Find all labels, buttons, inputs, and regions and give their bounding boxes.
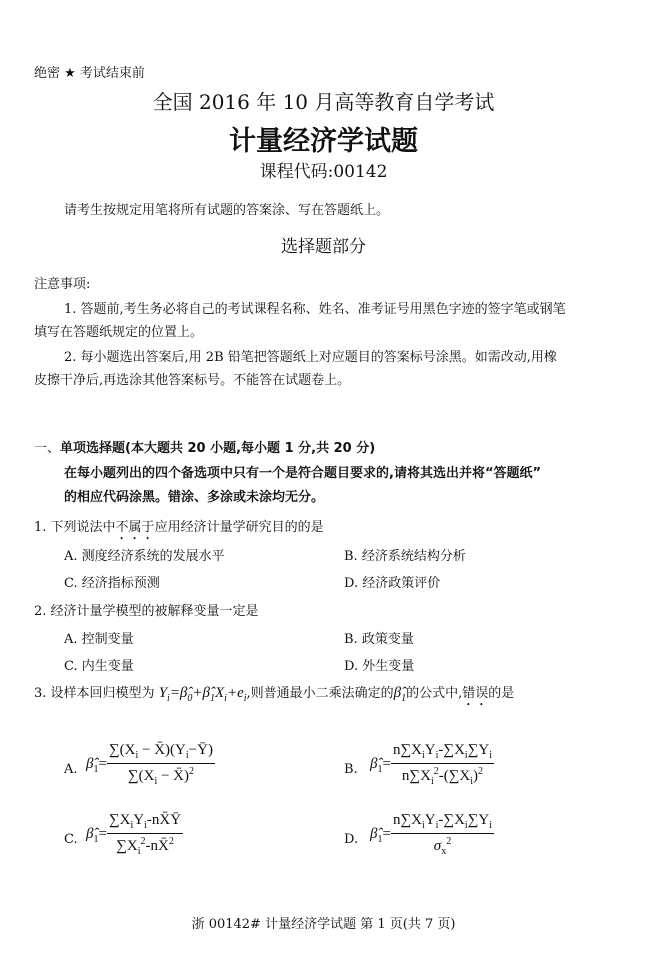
notes-heading: 注意事项: xyxy=(34,277,91,292)
q3-option-c-formula: $\betâ_1=$ $\frac{\sum X_iY_i-nX̄Ȳ}{\sum X_i^2-nX̄^2}$ xyxy=(86,812,182,857)
question-3-text-a: 3. 设样本回归模型为 xyxy=(34,686,155,701)
confidential-label: 绝密 ★ 考试结束前 xyxy=(34,66,145,81)
question-1-emphasis: 不属于 xyxy=(115,520,155,535)
q2-option-d: D. 外生变量 xyxy=(344,659,415,674)
question-3-emphasis: 错误 xyxy=(462,686,489,701)
part-heading xyxy=(34,437,375,456)
question-1-text-b: 应用经济计量学研究目的的是 xyxy=(154,520,324,535)
q2-option-c: C. 内生变量 xyxy=(64,659,134,674)
question-2-stem: 2. 经济计量学模型的被解释变量一定是 xyxy=(34,604,259,619)
q1-option-b: B. 经济系统结构分析 xyxy=(344,549,466,564)
q3-option-b-formula: $\betâ_1=$ $\frac{n\sum X_iY_i-\sum X_i\sum Y_i}{n\sum X_i^2-(\sum X_i)^2}$ xyxy=(370,742,493,787)
q3-option-a-label: A. xyxy=(64,762,78,777)
q3-option-d-label: D. xyxy=(344,832,359,847)
note-2-line-1: 2. 每小题选出答案后,用 2B 铅笔把答题纸上对应题目的答案标号涂黑。如需改动,用橡 xyxy=(64,350,557,365)
beta1-hat-symbol: $\betâ_1$ xyxy=(393,685,407,704)
q2-option-a: A. 控制变量 xyxy=(64,632,134,647)
subject-title: 计量经济学试题 xyxy=(229,126,418,157)
note-1-line-2: 填写在答题纸规定的位置上。 xyxy=(34,325,204,340)
q3-option-a-formula: $\betâ_1=$ $\frac{\sum(X_i - X̄)(Y_i-Ȳ)}{\sum(X_i - X̄)^2}$ xyxy=(86,742,213,787)
note-2-line-2: 皮擦干净后,再选涂其他答案标号。不能答在试题卷上。 xyxy=(34,373,351,388)
question-3-text-d: 的是 xyxy=(488,686,515,701)
part-title: 单项选择题(本大题共 20 小题,每小题 1 分,共 20 分) xyxy=(60,441,376,456)
q3-option-c-label: C. xyxy=(64,832,78,847)
q1-option-d: D. 经济政策评价 xyxy=(344,576,441,591)
q1-option-a: A. 测度经济系统的发展水平 xyxy=(64,549,225,564)
note-1-line-1: 1. 答题前,考生务必将自己的考试课程名称、姓名、准考证号用黑色字迹的签字笔或钢笔 xyxy=(64,302,566,317)
q3-option-d-formula: $\betâ_1=$ $\frac{n\sum X_iY_i-\sum X_i\sum Y_i}{\sigma_x^2}$ xyxy=(370,812,493,857)
question-3-text-c: 的公式中, xyxy=(406,686,463,701)
q3-option-b-label: B. xyxy=(344,762,358,777)
page-footer: 浙 00142# 计量经济学试题 第 1 页(共 7 页) xyxy=(191,917,456,932)
answer-instruction: 请考生按规定用笔将所有试题的答案涂、写在答题纸上。 xyxy=(64,203,390,218)
question-3-text-b: ,则普通最小二乘法确定的 xyxy=(246,686,394,701)
question-1-stem xyxy=(34,516,324,543)
part-desc-line-1: 在每小题列出的四个备选项中只有一个是符合题目要求的,请将其选出并将“答题纸” xyxy=(64,466,542,481)
part-desc-line-2: 的相应代码涂黑。错涂、多涂或未涂均无分。 xyxy=(64,490,325,505)
regression-model-formula: $Y_i=\betâ_0+\betâ_1X_i+e_i$ xyxy=(158,685,247,704)
exam-title: 全国 2016 年 10 月高等教育自学考试 xyxy=(152,90,495,114)
course-code: 课程代码:00142 xyxy=(259,162,388,182)
question-1-text-a: 1. 下列说法中 xyxy=(34,520,116,535)
q2-option-b: B. 政策变量 xyxy=(344,632,414,647)
q1-option-c: C. 经济指标预测 xyxy=(64,576,160,591)
question-3-stem xyxy=(34,682,514,709)
section-title: 选择题部分 xyxy=(281,237,366,257)
part-number: 一、 xyxy=(34,441,61,456)
